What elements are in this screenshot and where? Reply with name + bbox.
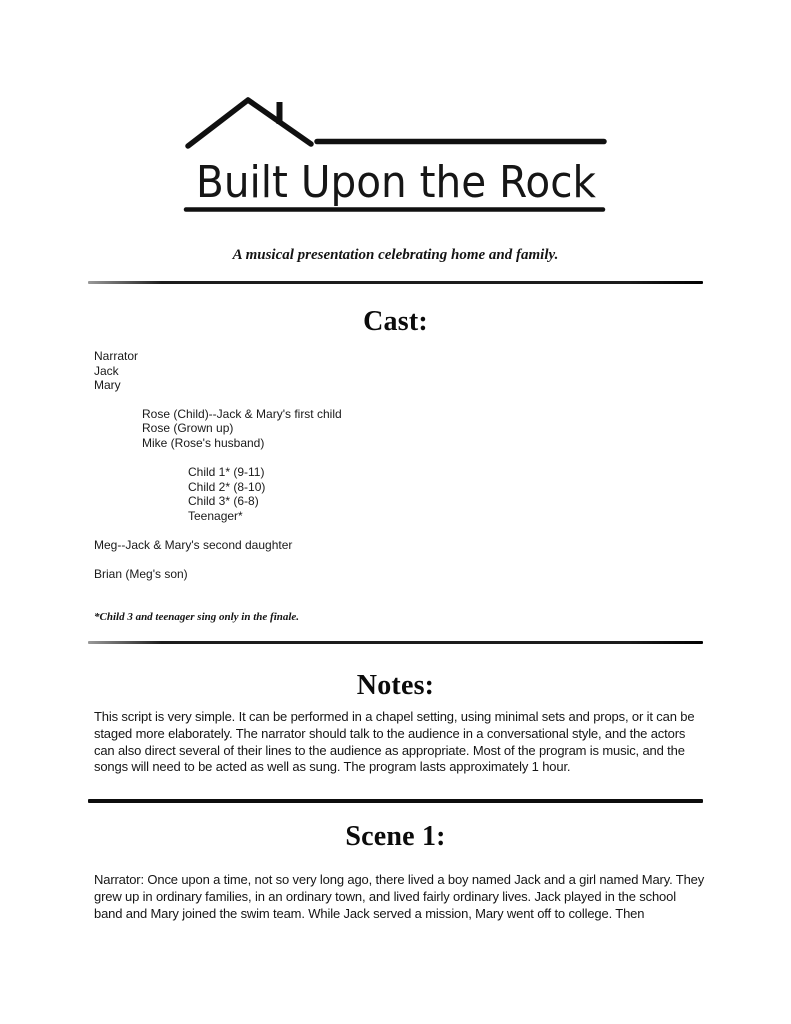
cast-member: Mary — [94, 378, 121, 392]
cast-member: Mike (Rose's husband) — [142, 435, 265, 450]
section-divider — [88, 641, 703, 644]
scene1-heading: Scene 1: — [345, 821, 446, 852]
cast-group-rose-family — [94, 407, 694, 451]
house-roof-icon — [188, 100, 311, 146]
cast-group-brian — [94, 567, 694, 582]
cast-member: Teenager* — [188, 508, 243, 523]
cast-group-children — [94, 465, 694, 523]
cast-member: Child 1* (9-11) — [188, 465, 265, 479]
cast-member: Rose (Grown up) — [142, 421, 234, 435]
cast-member: Meg--Jack & Mary's second daughter — [94, 538, 293, 552]
section-divider — [88, 281, 703, 284]
section-divider — [88, 799, 703, 803]
house-logo — [183, 93, 607, 225]
scene1-paragraph: Narrator: Once upon a time, not so very long ago, there lived a boy named Jack and a girl named Mary. They grew up in ordinary families, in an ordinary town, and lived fairly ordinary lives. Jack played in the school band and Mary joined the swim team. While Jack served a mission, Mary went off to college. Then — [94, 872, 705, 921]
cast-group-leads — [94, 349, 694, 393]
notes-heading: Notes: — [356, 670, 435, 701]
notes-paragraph: This script is very simple. It can be performed in a chapel setting, using minimal sets and props, or it can be staged more elaborately. The narrator should talk to the audience in a conversational style, and the actors can also direct several of their lines to the audience as appropriate. Most of the program is music, and the songs will need to be acted as well as sung. The program lasts approximately 1 hour. — [94, 709, 695, 775]
cast-member: Child 3* (6-8) — [188, 494, 259, 508]
cast-member: Brian (Meg's son) — [94, 566, 188, 581]
cast-list — [94, 349, 694, 595]
cast-member: Jack — [94, 363, 119, 378]
cast-footnote: *Child 3 and teenager sing only in the finale. — [94, 611, 300, 623]
cast-member: Rose (Child)--Jack & Mary's first child — [142, 406, 342, 421]
cast-member: Child 2* (8-10) — [188, 479, 266, 494]
logo-title: Built Upon the Rock — [196, 157, 597, 208]
cast-group-meg — [94, 538, 694, 553]
cast-heading: Cast: — [363, 306, 428, 337]
subtitle: A musical presentation celebrating home and family. — [232, 247, 559, 263]
cast-member: Narrator — [94, 349, 139, 363]
